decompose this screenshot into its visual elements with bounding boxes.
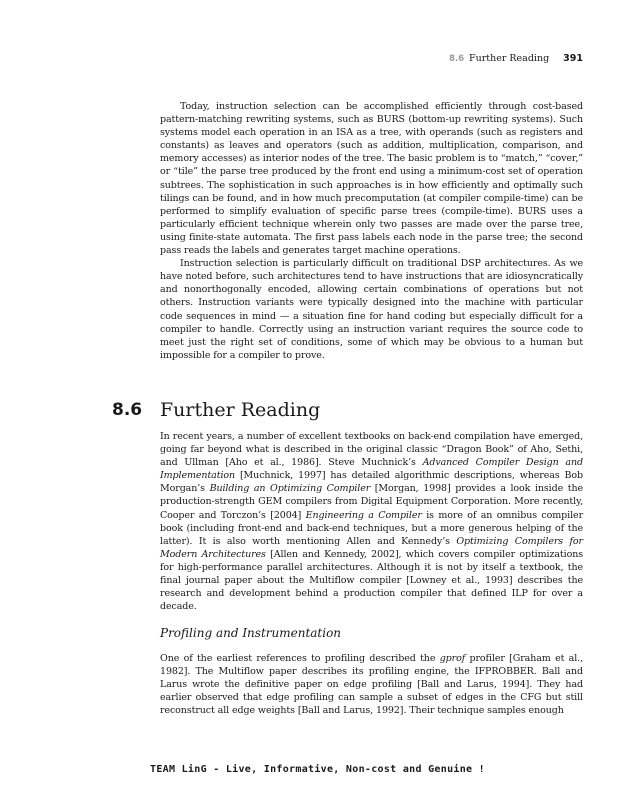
page-number: 391 [563, 53, 583, 64]
further-reading-text [160, 430, 583, 613]
book-title: Engineering a Compiler [305, 509, 422, 521]
header-section-number: 8.6 [448, 54, 465, 64]
section-number: 8.6 [112, 400, 143, 420]
tool-name: gprof [439, 653, 466, 664]
paragraph-textbooks [160, 430, 583, 613]
text-run: is more of an omnibus compiler book (including front-end and back-end techniques, but a more generous helping of the latter). It is also worth mentioning Allen and Kennedy’s [160, 509, 584, 547]
section-heading [112, 400, 592, 424]
text-run: In recent years, a number of excellent textbooks on back-end compilation have emerged, going far beyond what is described in the original classic “Dragon Book” of Aho, Sethi, and Ullman [Aho et al., 1986]. Steve Muchnick’s [160, 431, 583, 469]
running-header [160, 53, 583, 65]
header-section-title: Further Reading [469, 53, 550, 64]
book-title: Building an Optimizing Compiler [209, 483, 371, 495]
text-run: [Allen and Kennedy, 2002], which covers compiler optimizations for high-performance parallel architectures. Although it is not by itself a textbook, the final journal paper about the Multiflow compiler [Lowney et al., 1993] describes the research and development behind a production compiler that defined ILP for over a decade. [160, 548, 583, 613]
text-run: [Muchnick, 1997] has detailed algorithmic descriptions, whereas Bob Morgan’s [160, 470, 583, 495]
text-run: One of the earliest references to profiling described the [160, 653, 440, 664]
watermark-footer: TEAM LinG - Live, Informative, Non-cost and Genuine ! [150, 764, 485, 775]
book-title: Advanced Compiler Design and Implementation [160, 457, 583, 482]
paragraph-instruction-selection: Today, instruction selection can be accomplished efficiently through cost-based pattern-matching rewriting systems, such as BURS (bottom-up rewriting systems). Such systems model each operation in an ISA as a tree, with operands (such as registers and constants) as leaves and operators (such as addition, multiplication, comparison, and memory accesses) as interior nodes of the tree. The basic problem is to “match,” “cover,” or “tile” the parse tree produced by the front end using a minimum-cost set of operation subtrees. The sophistication in such approaches is in how efficiently and optimally such tilings can be found, and in how much precomputation (at compiler compile-time) can be performed to simplify evaluation of specific parse trees (compile-time). BURS uses a particularly efficient technique wherein only two passes are made over the parse tree, using finite-state automata. The first pass labels each node in the parse tree; the second pass reads the labels and generates target machine operations. [160, 101, 583, 257]
book-title: Optimizing Compilers for Modern Architectures [160, 535, 583, 560]
paragraph-profiling [160, 652, 583, 717]
intro-text [160, 100, 583, 362]
paragraph-dsp-architectures: Instruction selection is particularly difficult on traditional DSP architectures. As we have noted before, such architectures tend to have instructions that are idiosyncratically and nonorthogonally encoded, allowing certain combinations of operations but not others. Instruction variants were typically designed into the machine with particular code sequences in mind — a situation fine for hand coding but especially difficult for a compiler to handle. Correctly using an instruction variant requires the source code to meet just the right set of conditions, some of which may be obvious to a human but impossible for a compiler to prove. [160, 258, 583, 361]
section-title: Further Reading [160, 399, 321, 421]
profiling-text [160, 652, 583, 717]
text-run: profiler [Graham et al., 1982]. The Multiflow paper describes its profiling engine, the IFPROBBER. Ball and Larus wrote the definitive paper on edge profiling [Ball and Larus, 1994]. They had earlier observed that edge profiling can sample a subset of edges in the CFG but still reconstruct all edge weights [Ball and Larus, 1992]. Their technique samples enough [160, 653, 583, 717]
subsection-heading: Profiling and Instrumentation [160, 626, 342, 640]
text-run: [Morgan, 1998] provides a look inside the production-strength GEM compilers from Digital Equipment Corporation. More recently, Cooper and Torczon’s [2004] [160, 483, 583, 521]
